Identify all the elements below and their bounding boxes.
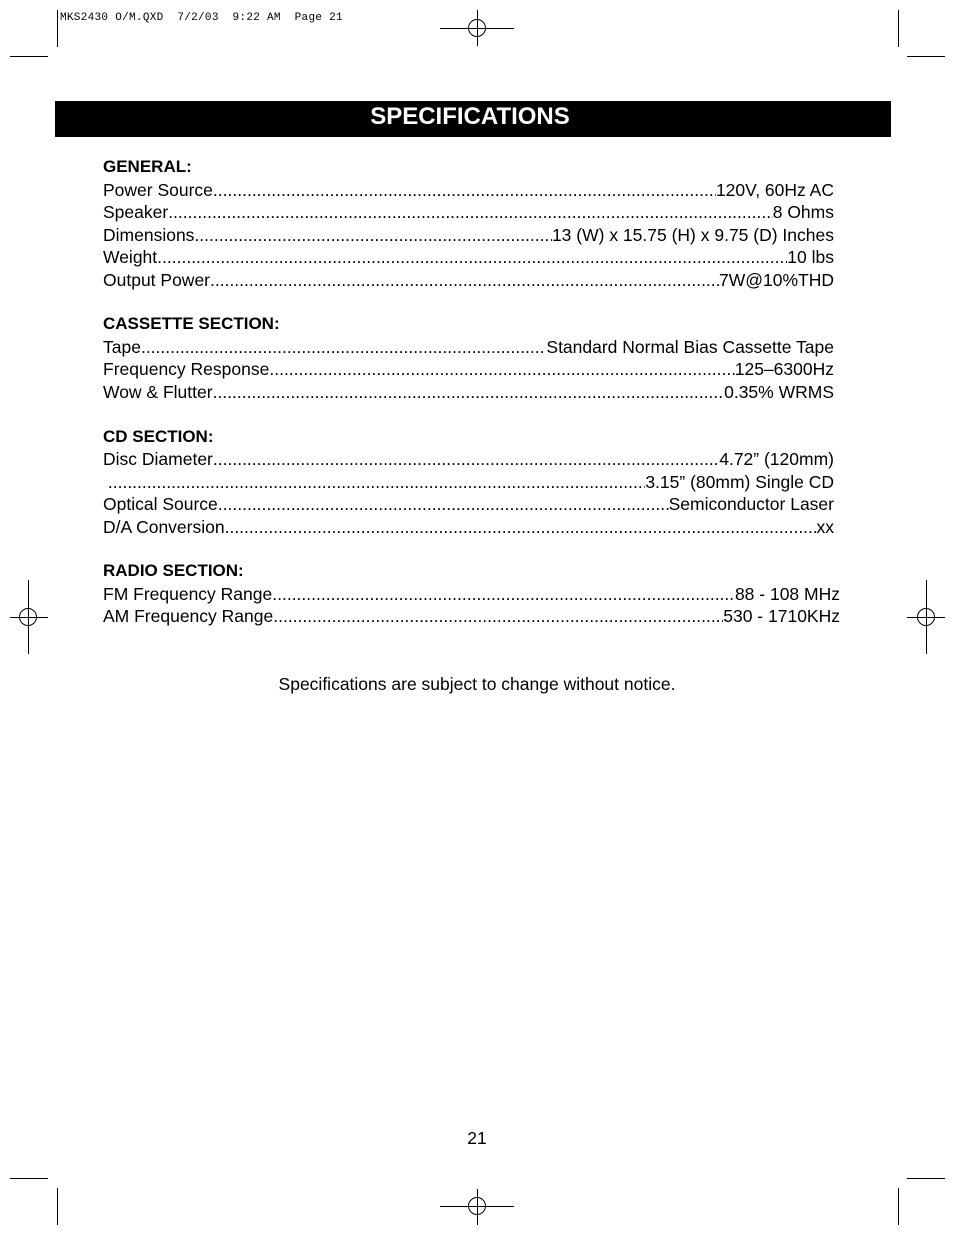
leader-dots [272, 583, 735, 605]
crop-mark [57, 10, 58, 47]
change-notice: Specifications are subject to change without notice. [278, 674, 676, 694]
leader-dots [157, 246, 787, 268]
spec-row-disc-diameter: Disc Diameter ..... 4.72” (120mm) [103, 448, 834, 470]
crop-mark [898, 10, 899, 47]
title-bar [55, 101, 891, 137]
leader-dots [269, 358, 734, 380]
leader-dots [213, 179, 716, 201]
spec-row-am-range: AM Frequency Range ..... 530 - 1710KHz [103, 605, 840, 627]
leader-dots [218, 493, 669, 515]
crop-mark [10, 56, 48, 57]
spec-row-da-conversion: D/A Conversion ..... xx [103, 516, 834, 538]
leader-dots [213, 448, 719, 470]
spec-row-dimensions: Dimensions ..... 13 (W) x 15.75 (H) x 9.75 (D) Inches [103, 224, 834, 246]
spec-row-power-source: Power Source ..... 120V, 60Hz AC [103, 179, 834, 201]
spec-row-speaker: Speaker ..... 8 Ohms [103, 201, 834, 223]
section-heading-general: GENERAL: [103, 157, 192, 176]
crop-mark [907, 56, 945, 57]
leader-dots [210, 269, 719, 291]
spec-row-weight: Weight ..... 10 lbs [103, 246, 834, 268]
spec-row-output-power: Output Power ..... 7W@10%THD [103, 269, 834, 291]
leader-dots [213, 381, 725, 403]
crop-mark [907, 1178, 945, 1179]
leader-dots [273, 605, 723, 627]
spec-row-fm-range: FM Frequency Range ..... 88 - 108 MHz [103, 583, 840, 605]
leader-dots [141, 336, 546, 358]
leader-dots [225, 516, 817, 538]
section-heading-cassette: CASSETTE SECTION: [103, 314, 280, 333]
spec-row-optical-source: Optical Source ..... Semiconductor Laser [103, 493, 834, 515]
spec-row-frequency-response: Frequency Response ..... 125–6300Hz [103, 358, 834, 380]
crop-mark [57, 1188, 58, 1225]
crop-mark [898, 1188, 899, 1225]
page-title: SPECIFICATIONS [370, 103, 570, 130]
section-heading-cd: CD SECTION: [103, 427, 214, 446]
leader-dots [194, 224, 552, 246]
spec-row-wow-flutter: Wow & Flutter ..... 0.35% WRMS [103, 381, 834, 403]
crop-mark [10, 1178, 48, 1179]
spec-row-tape: Tape ..... Standard Normal Bias Cassette Tape [103, 336, 834, 358]
section-heading-radio: RADIO SECTION: [103, 561, 244, 580]
file-slug-line: MKS2430 O/M.QXD 7/2/03 9:22 AM Page 21 [60, 12, 343, 24]
page-number: 21 [467, 1128, 487, 1148]
spec-row-disc-diameter-small: ..... 3.15” (80mm) Single CD [103, 471, 834, 493]
leader-dots [168, 201, 773, 223]
leader-dots [108, 471, 645, 493]
